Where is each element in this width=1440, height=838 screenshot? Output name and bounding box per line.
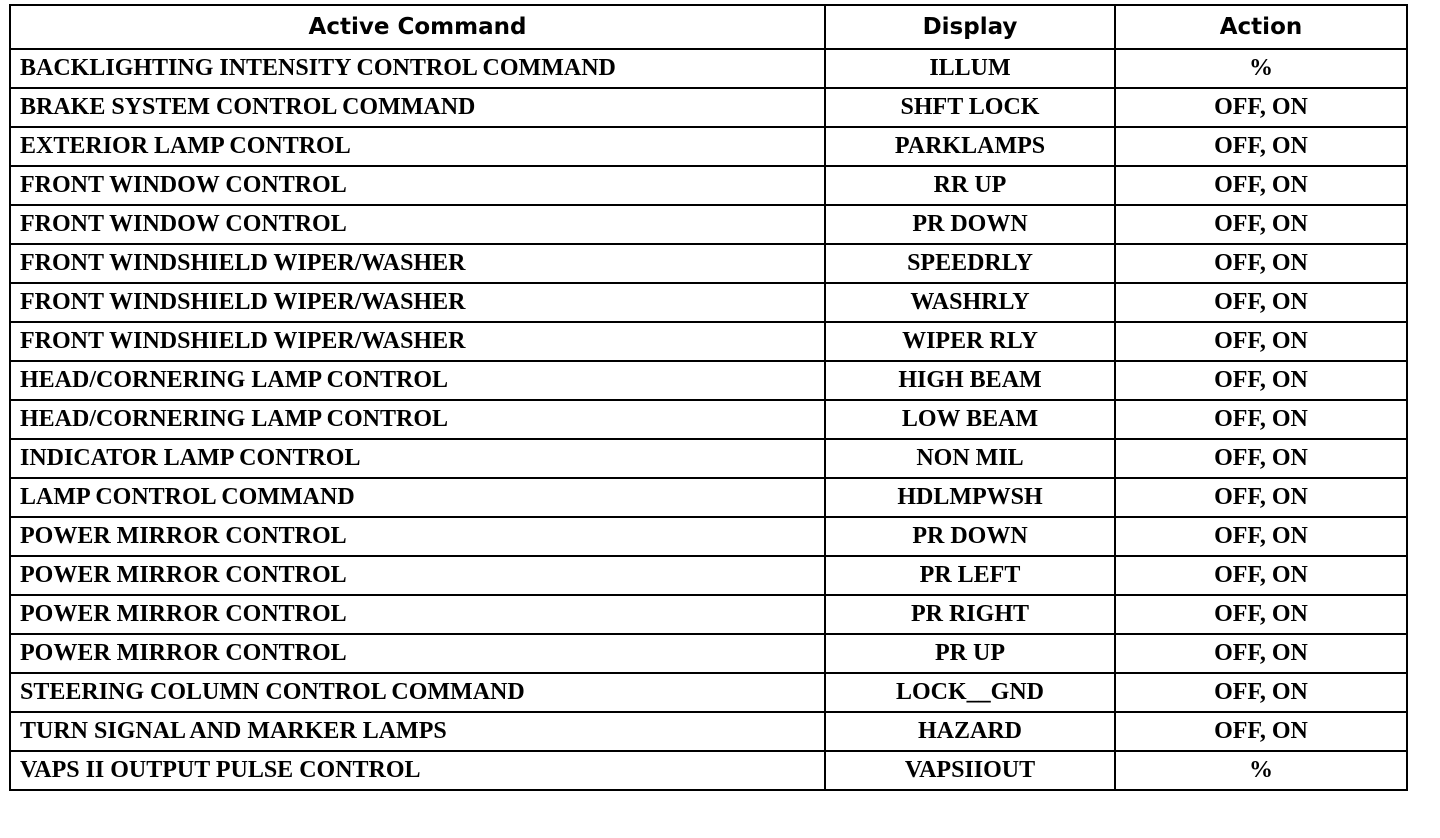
display-cell: SHFT LOCK <box>825 88 1115 127</box>
table-row <box>10 283 1407 322</box>
action-cell: % <box>1115 751 1407 790</box>
action-cell: OFF, ON <box>1115 166 1407 205</box>
command-cell: TURN SIGNAL AND MARKER LAMPS <box>10 712 825 751</box>
table-row <box>10 595 1407 634</box>
command-cell: FRONT WINDOW CONTROL <box>10 205 825 244</box>
display-cell: PR DOWN <box>825 517 1115 556</box>
command-cell: FRONT WINDSHIELD WIPER/WASHER <box>10 322 825 361</box>
display-cell: LOCK__GND <box>825 673 1115 712</box>
action-cell: OFF, ON <box>1115 556 1407 595</box>
display-cell: WIPER RLY <box>825 322 1115 361</box>
table-row <box>10 634 1407 673</box>
table-row <box>10 673 1407 712</box>
display-cell: PARKLAMPS <box>825 127 1115 166</box>
action-cell: OFF, ON <box>1115 400 1407 439</box>
display-cell: LOW BEAM <box>825 400 1115 439</box>
action-cell: OFF, ON <box>1115 439 1407 478</box>
action-cell: OFF, ON <box>1115 673 1407 712</box>
table-row <box>10 88 1407 127</box>
command-cell: STEERING COLUMN CONTROL COMMAND <box>10 673 825 712</box>
display-cell: PR RIGHT <box>825 595 1115 634</box>
display-cell: RR UP <box>825 166 1115 205</box>
command-cell: POWER MIRROR CONTROL <box>10 517 825 556</box>
display-cell: WASHRLY <box>825 283 1115 322</box>
display-cell: PR DOWN <box>825 205 1115 244</box>
action-cell: OFF, ON <box>1115 595 1407 634</box>
active-command-table <box>9 4 1408 791</box>
table-row <box>10 166 1407 205</box>
table-row <box>10 439 1407 478</box>
action-cell: OFF, ON <box>1115 88 1407 127</box>
table-row <box>10 205 1407 244</box>
table-row <box>10 478 1407 517</box>
command-cell: HEAD/CORNERING LAMP CONTROL <box>10 361 825 400</box>
display-cell: SPEEDRLY <box>825 244 1115 283</box>
table-row <box>10 361 1407 400</box>
header-active-command: Active Command <box>10 5 825 49</box>
command-cell: POWER MIRROR CONTROL <box>10 634 825 673</box>
action-cell: OFF, ON <box>1115 205 1407 244</box>
table-row <box>10 751 1407 790</box>
command-cell: BACKLIGHTING INTENSITY CONTROL COMMAND <box>10 49 825 88</box>
table-row <box>10 49 1407 88</box>
display-cell: ILLUM <box>825 49 1115 88</box>
action-cell: OFF, ON <box>1115 127 1407 166</box>
command-cell: BRAKE SYSTEM CONTROL COMMAND <box>10 88 825 127</box>
table-row <box>10 127 1407 166</box>
header-row <box>10 5 1407 49</box>
command-cell: FRONT WINDSHIELD WIPER/WASHER <box>10 244 825 283</box>
display-cell: PR UP <box>825 634 1115 673</box>
command-cell: EXTERIOR LAMP CONTROL <box>10 127 825 166</box>
table-row <box>10 556 1407 595</box>
action-cell: OFF, ON <box>1115 478 1407 517</box>
command-cell: HEAD/CORNERING LAMP CONTROL <box>10 400 825 439</box>
action-cell: OFF, ON <box>1115 244 1407 283</box>
command-cell: FRONT WINDSHIELD WIPER/WASHER <box>10 283 825 322</box>
command-cell: POWER MIRROR CONTROL <box>10 595 825 634</box>
action-cell: OFF, ON <box>1115 634 1407 673</box>
header-display: Display <box>825 5 1115 49</box>
display-cell: HAZARD <box>825 712 1115 751</box>
action-cell: OFF, ON <box>1115 361 1407 400</box>
header-action: Action <box>1115 5 1407 49</box>
table-row <box>10 517 1407 556</box>
action-cell: OFF, ON <box>1115 283 1407 322</box>
display-cell: PR LEFT <box>825 556 1115 595</box>
command-cell: POWER MIRROR CONTROL <box>10 556 825 595</box>
command-cell: INDICATOR LAMP CONTROL <box>10 439 825 478</box>
table-row <box>10 244 1407 283</box>
display-cell: NON MIL <box>825 439 1115 478</box>
display-cell: VAPSIIOUT <box>825 751 1115 790</box>
display-cell: HDLMPWSH <box>825 478 1115 517</box>
command-cell: LAMP CONTROL COMMAND <box>10 478 825 517</box>
command-cell: VAPS II OUTPUT PULSE CONTROL <box>10 751 825 790</box>
action-cell: OFF, ON <box>1115 517 1407 556</box>
table-row <box>10 400 1407 439</box>
action-cell: % <box>1115 49 1407 88</box>
display-cell: HIGH BEAM <box>825 361 1115 400</box>
action-cell: OFF, ON <box>1115 712 1407 751</box>
table-row <box>10 712 1407 751</box>
action-cell: OFF, ON <box>1115 322 1407 361</box>
command-cell: FRONT WINDOW CONTROL <box>10 166 825 205</box>
table-row <box>10 322 1407 361</box>
